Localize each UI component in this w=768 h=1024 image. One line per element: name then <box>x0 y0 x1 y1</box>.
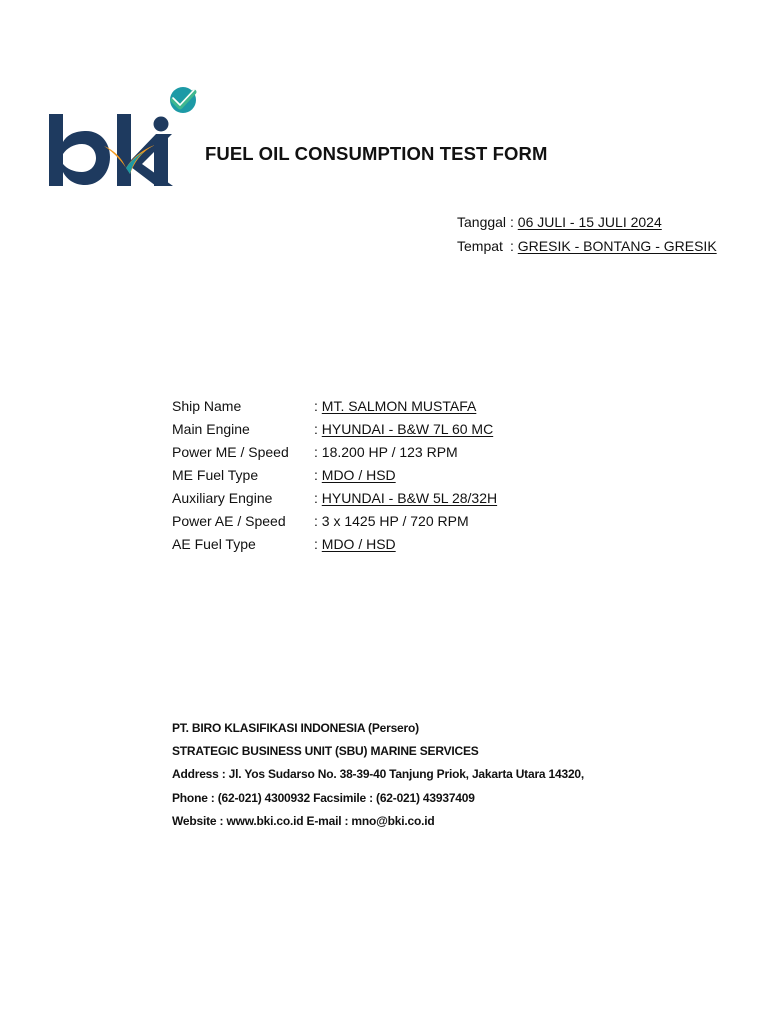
spec-label: ME Fuel Type <box>172 467 259 483</box>
company-phone: Phone : (62-021) 4300932 Facsimile : (62-021) 43937409 <box>172 790 475 805</box>
spec-row-power-me: Power ME / Speed : 18.200 HP / 123 RPM <box>172 444 458 460</box>
tempat-value: GRESIK - BONTANG - GRESIK <box>517 238 717 254</box>
spec-value: HYUNDAI - B&W 7L 60 MC <box>321 421 494 437</box>
tempat-label: Tempat <box>457 238 503 254</box>
spec-row-ship-name: Ship Name : MT. SALMON MUSTAFA <box>172 398 477 414</box>
tanggal-label: Tanggal <box>457 214 507 230</box>
spec-label: Power ME / Speed <box>172 444 289 460</box>
tanggal-row <box>457 214 662 230</box>
spec-label: AE Fuel Type <box>172 536 256 552</box>
spec-row-me-fuel: ME Fuel Type : MDO / HSD <box>172 467 396 483</box>
company-footer <box>172 719 584 835</box>
spec-row-ae-fuel: AE Fuel Type : MDO / HSD <box>172 536 396 552</box>
spec-label: Main Engine <box>172 421 250 437</box>
business-unit: STRATEGIC BUSINESS UNIT (SBU) MARINE SERVICES <box>172 744 479 759</box>
spec-label: Auxiliary Engine <box>172 490 273 506</box>
spec-label: Ship Name <box>172 398 242 414</box>
spec-value: 3 x 1425 HP / 720 RPM <box>321 513 469 529</box>
bki-logo <box>44 84 204 190</box>
company-web: Website : www.bki.co.id E-mail : mno@bki.co.id <box>172 813 435 828</box>
spec-value: MDO / HSD <box>321 467 396 483</box>
spec-value: MT. SALMON MUSTAFA <box>321 398 477 414</box>
spec-row-main-engine: Main Engine : HYUNDAI - B&W 7L 60 MC <box>172 421 494 437</box>
form-title: FUEL OIL CONSUMPTION TEST FORM <box>205 143 548 164</box>
company-address: Address : Jl. Yos Sudarso No. 38-39-40 Tanjung Priok, Jakarta Utara 14320, <box>172 767 585 782</box>
tempat-row <box>457 238 717 254</box>
tanggal-value: 06 JULI - 15 JULI 2024 <box>517 214 662 230</box>
spec-value: 18.200 HP / 123 RPM <box>321 444 458 460</box>
spec-row-power-ae: Power AE / Speed : 3 x 1425 HP / 720 RPM <box>172 513 469 529</box>
spec-value: HYUNDAI - B&W 5L 28/32H <box>321 490 498 506</box>
company-name: PT. BIRO KLASIFIKASI INDONESIA (Persero) <box>172 721 419 735</box>
spec-row-aux-engine: Auxiliary Engine : HYUNDAI - B&W 5L 28/32H <box>172 490 498 506</box>
spec-value: MDO / HSD <box>321 536 396 552</box>
ship-specs <box>172 397 497 558</box>
tanggal-colon: : <box>510 214 518 230</box>
spec-label: Power AE / Speed <box>172 513 286 529</box>
tempat-colon: : <box>510 238 518 254</box>
